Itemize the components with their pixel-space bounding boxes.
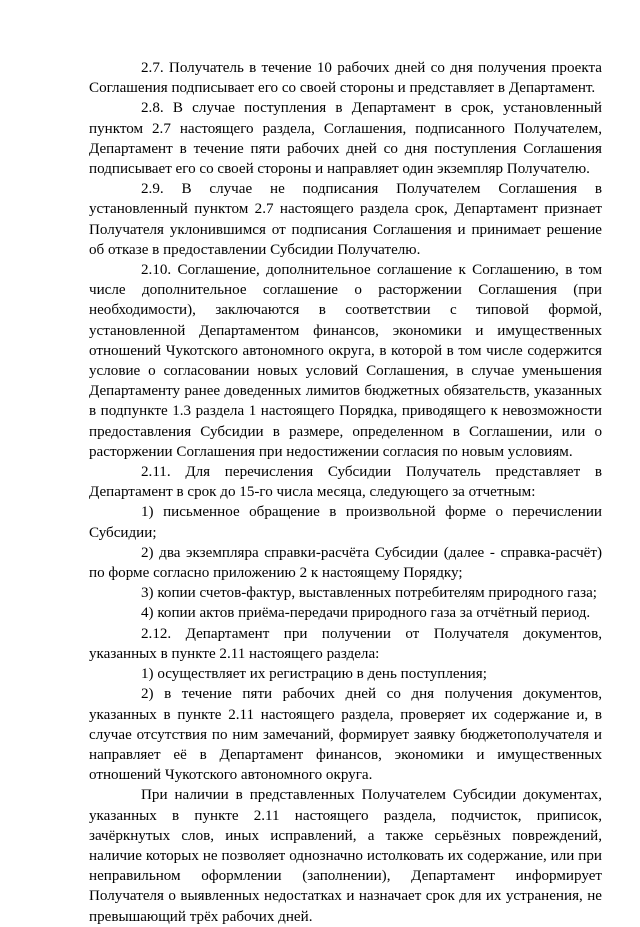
paragraph-2-12-item-2: 2) в течение пяти рабочих дней со дня получения документов, указанных в пункте 2.11 настоящего раздела, проверяет их содержание и, в случае отсутствия по ним замечаний, формирует заявку бюджетополучателя и направляет её в Департамент финансов, экономики и имущественных отношений Чукотского автономного округа. [89,686,602,784]
paragraph-2-11: 2.11. Для перечисления Субсидии Получатель представляет в Департамент в срок до 15-го числа месяца, следующего за отчетным: [89,464,602,501]
paragraph-2-12: 2.12. Департамент при получении от Получателя документов, указанных в пункте 2.11 настоящего раздела: [89,625,602,662]
paragraph-2-7: 2.7. Получатель в течение 10 рабочих дней со дня получения проекта Соглашения подписывает его со своей стороны и представляет в Департамент. [89,60,602,97]
paragraph-2-12-item-1: 1) осуществляет их регистрацию в день поступления; [141,666,487,683]
paragraph-2-10: 2.10. Соглашение, дополнительное соглашение к Соглашению, в том числе дополнительное соглашение о расторжении Соглашения (при необходимости), заключаются в соответствии с типовой формой, установленной Департаментом финансов, экономики и имущественных отношений Чукотского автономного округа, в которой в том числе содержится условие о согласовании новых условий Соглашения, в случае уменьшения Департаменту ранее доведенных лимитов бюджетных обязательств, указанных в подпункте 1.3 раздела 1 настоящего Порядка, приводящего к невозможности предоставления Субсидии в размере, определенном в Соглашении, или о расторжении Соглашения при недостижении согласия по новым условиям. [89,262,602,460]
paragraph-deficiencies: При наличии в представленных Получателем Субсидии документах, указанных в пункте 2.11 настоящего раздела, подчисток, приписок, зачёркнутых слов, иных исправлений, а также серьёзных повреждений, наличие которых не позволяет однозначно истолковать их содержание, или при неправильном оформлении (заполнении), Департамент информирует Получателя о выявленных недостатках и назначает срок для их устранения, не превышающий трёх рабочих дней. [89,787,602,925]
paragraph-2-11-item-1: 1) письменное обращение в произвольной форме о перечислении Субсидии; [89,504,602,541]
paragraph-2-11-item-2: 2) два экземпляра справки-расчёта Субсидии (далее - справка-расчёт) по форме согласно приложению 2 к настоящему Порядку; [89,544,602,582]
paragraph-2-9: 2.9. В случае не подписания Получателем Соглашения в установленный пунктом 2.7 настоящего раздела срок, Департамент признает Получателя уклонившимся от подписания Соглашения и принимает решение об отказе в предоставлении Субсидии Получателю. [89,181,602,258]
paragraph-2-8: 2.8. В случае поступления в Департамент в срок, установленный пунктом 2.7 настоящего раздела, Соглашения, подписанного Получателем, Департамент в течение пяти рабочих дней со дня поступления Соглашения подписывает его со своей стороны и направляет один экземпляр Получателю. [89,100,602,178]
paragraph-2-11-item-3: 3) копии счетов-фактур, выставленных потребителям природного газа; [141,585,597,602]
document-page [89,58,602,927]
paragraph-2-11-item-4: 4) копии актов приёма-передачи природного газа за отчётный период. [141,605,591,622]
